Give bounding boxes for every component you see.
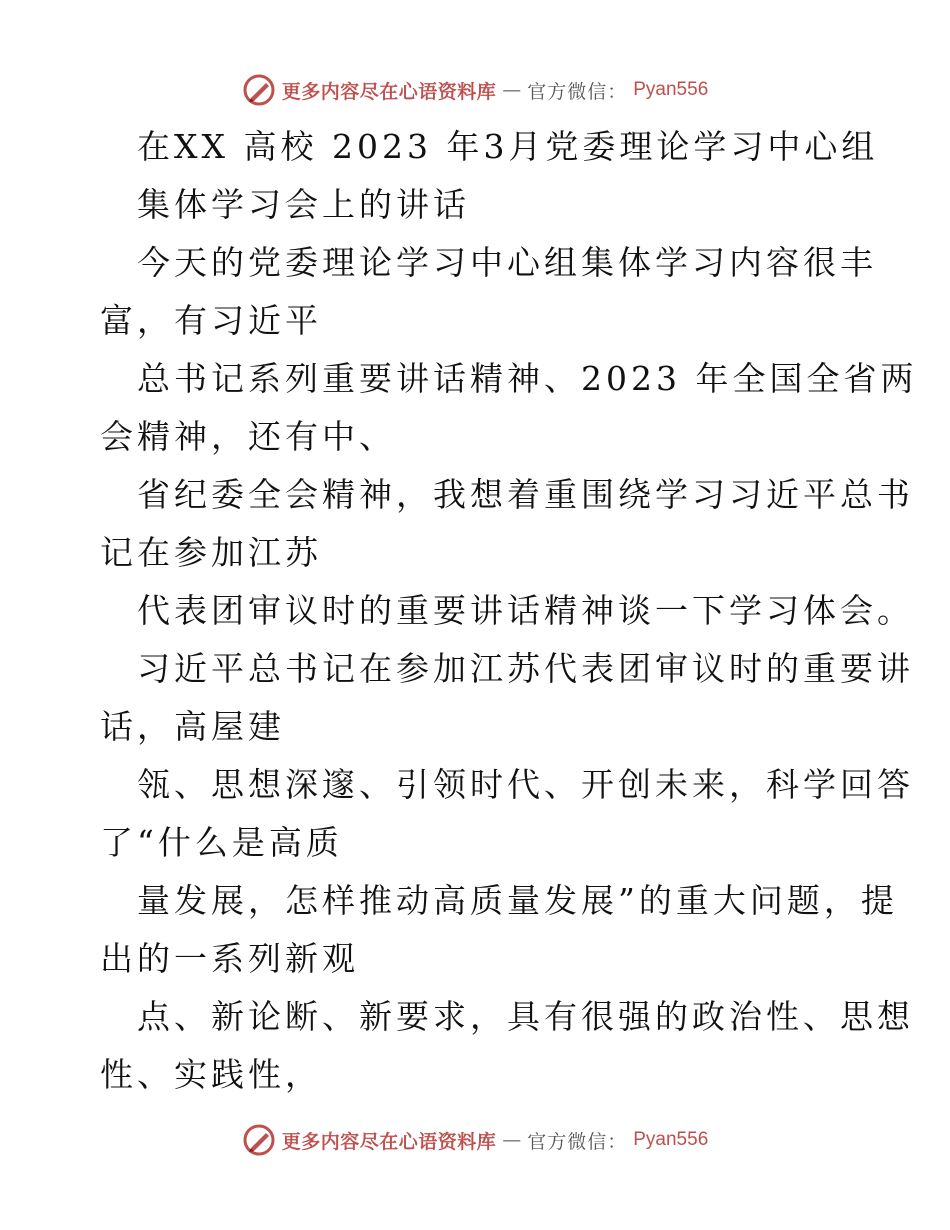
footer-watermark — [0, 1120, 950, 1160]
text-line: 瓴、思想深邃、引领时代、开创未来，科学回答 — [137, 765, 914, 804]
watermark-dash: — — [502, 79, 522, 101]
text-line: 了“什么是高质 — [100, 823, 343, 862]
watermark-wechat-id: Pyan556 — [633, 79, 709, 100]
text-line: 代表团审议时的重要讲话精神谈一下学习体会。 — [137, 591, 914, 630]
text-line: 出的一系列新观 — [100, 939, 359, 978]
text-line: 省纪委全会精神，我想着重围绕学习习近平总书 — [137, 475, 914, 514]
watermark-site-text: 更多内容尽在心语资料库 — [281, 1130, 497, 1153]
header-watermark — [0, 70, 950, 110]
text-line: 在XX 高校 2023 年3月党委理论学习中心组 — [137, 127, 879, 166]
text-line: 总书记系列重要讲话精神、2023 年全国全省两 — [137, 359, 918, 398]
watermark-wechat-label: 官方微信： — [527, 80, 628, 103]
pen-logo-icon — [242, 73, 276, 107]
text-line: 点、新论断、新要求，具有很强的政治性、思想 — [137, 997, 914, 1036]
watermark-wechat-id: Pyan556 — [633, 1129, 709, 1150]
watermark-wechat-label: 官方微信： — [527, 1130, 628, 1153]
text-line: 今天的党委理论学习中心组集体学习内容很丰 — [137, 243, 877, 282]
watermark-dash: — — [502, 1129, 522, 1151]
text-line: 量发展，怎样推动高质量发展”的重大问题，提 — [137, 881, 898, 920]
text-line: 富，有习近平 — [100, 301, 322, 340]
text-line: 性、实践性， — [100, 1055, 322, 1094]
document-body — [100, 118, 918, 1104]
pen-logo-icon — [242, 1123, 276, 1157]
text-line: 会精神，还有中、 — [100, 417, 396, 456]
text-line: 习近平总书记在参加江苏代表团审议时的重要讲 — [137, 649, 914, 688]
watermark-site-text: 更多内容尽在心语资料库 — [281, 80, 497, 103]
text-line: 集体学习会上的讲话 — [137, 185, 470, 224]
text-line: 记在参加江苏 — [100, 533, 322, 572]
text-line: 话，高屋建 — [100, 707, 285, 746]
